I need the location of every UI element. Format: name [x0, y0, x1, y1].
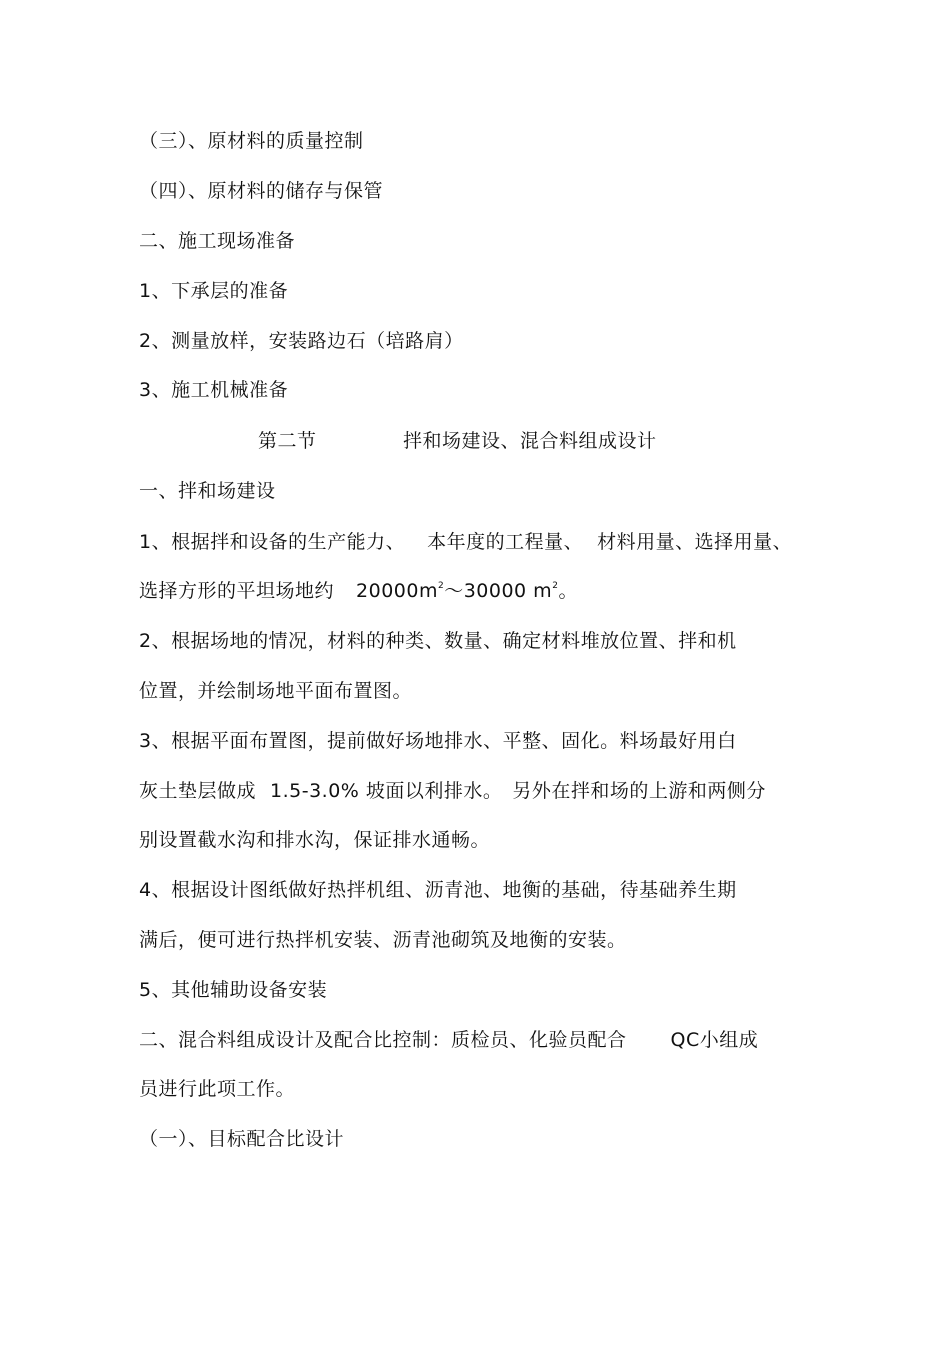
- superscript: 2: [552, 581, 559, 591]
- text-segment: 本年度的工程量、: [427, 531, 584, 553]
- paragraph-4-line-2: 满后，便可进行热拌机安装、沥青池砌筑及地衡的安装。: [139, 929, 627, 951]
- text-segment: 灰土垫层做成: [139, 780, 257, 802]
- paragraph-5: 5、其他辅助设备安装: [139, 979, 328, 1001]
- heading-raw-material-quality: （三）、原材料的质量控制: [139, 130, 364, 152]
- paragraph-3-line-3: 别设置截水沟和排水沟，保证排水通畅。: [139, 829, 491, 851]
- heading-site-preparation: 二、施工现场准备: [139, 230, 296, 252]
- heading-mixing-plant: 一、拌和场建设: [139, 480, 276, 502]
- section-title: 拌和场建设、混合料组成设计: [403, 430, 657, 452]
- heading-raw-material-storage: （四）、原材料的储存与保管: [139, 180, 384, 202]
- superscript: 2: [437, 581, 445, 591]
- text-segment: 1、根据拌和设备的生产能力、: [139, 531, 406, 553]
- text-segment: QC小组成: [670, 1029, 759, 1051]
- item-machinery-preparation: 3、施工机械准备: [139, 379, 289, 401]
- heading-target-mix-design: （一）、目标配合比设计: [139, 1128, 345, 1150]
- paragraph-4-line-1: 4、根据设计图纸做好热拌机组、沥青池、地衡的基础，待基础养生期: [139, 879, 737, 901]
- area-value: ～30000 m: [444, 580, 553, 602]
- heading-mix-design-line-2: 员进行此项工作。: [139, 1078, 296, 1100]
- text-segment: 1.5-3.0% 坡面以利排水。: [270, 780, 503, 802]
- paragraph-2-line-1: 2、根据场地的情况，材料的种类、数量、确定材料堆放位置、拌和机: [139, 630, 737, 652]
- paragraph-1-line-2: [139, 579, 578, 603]
- text-segment: 材料用量、选择用量、: [597, 531, 793, 553]
- section-number: 第二节: [258, 430, 317, 452]
- item-subgrade-preparation: 1、下承层的准备: [139, 280, 289, 302]
- heading-mix-design-line-1: [139, 1028, 758, 1052]
- paragraph-1-line-1: [139, 530, 792, 554]
- text-segment: 二、混合料组成设计及配合比控制：质检员、化验员配合: [139, 1029, 627, 1051]
- area-value: 20000m: [356, 580, 438, 602]
- text-segment: 选择方形的平坦场地约: [139, 580, 335, 602]
- paragraph-3-line-1: 3、根据平面布置图，提前做好场地排水、平整、固化。料场最好用白: [139, 730, 737, 752]
- item-survey-layout: 2、测量放样，安装路边石（培路肩）: [139, 330, 464, 352]
- paragraph-2-line-2: 位置，并绘制场地平面布置图。: [139, 680, 413, 702]
- text-segment: 另外在拌和场的上游和两侧分: [512, 780, 766, 802]
- text-segment: 。: [558, 580, 578, 602]
- paragraph-3-line-2: [139, 779, 766, 803]
